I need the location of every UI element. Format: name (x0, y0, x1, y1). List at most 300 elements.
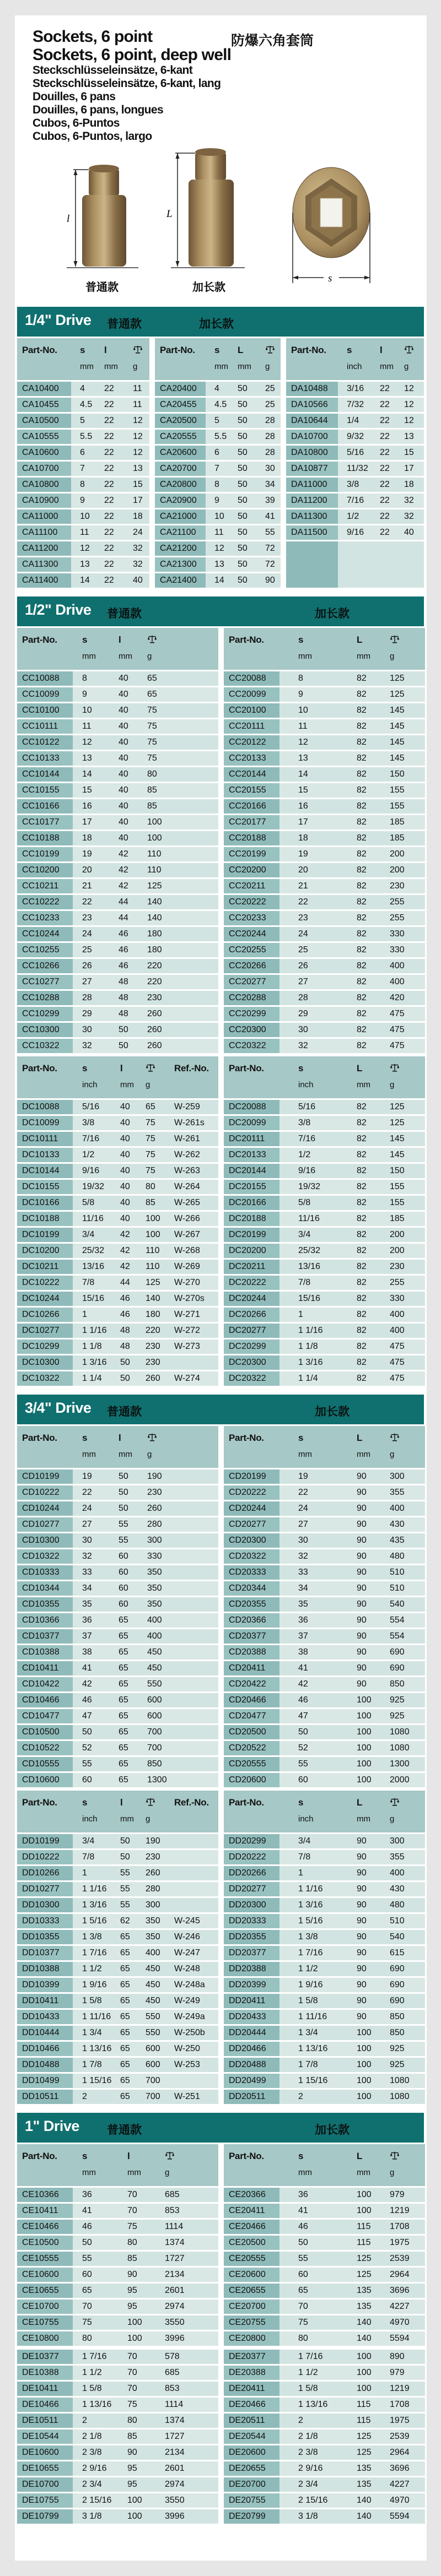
value-cell: 3/8 (73, 1116, 118, 1130)
part-no-cell: CE20700 (224, 2300, 279, 2314)
part-no-cell: CA21000 (155, 509, 206, 524)
column-label: s (82, 1433, 88, 1443)
part-no-cell: CC20288 (224, 991, 279, 1005)
part-no-cell: CE20655 (224, 2284, 279, 2298)
value-cell: 75 (143, 1132, 172, 1146)
table-row (224, 1597, 425, 1612)
part-no-cell: DC20244 (224, 1292, 279, 1306)
value-cell: 600 (146, 1693, 218, 1707)
value-cell: 82 (354, 767, 388, 782)
column-label (147, 1426, 218, 1446)
value-cell: W-268 (172, 1244, 218, 1258)
value-cell: 230 (143, 1339, 172, 1354)
value-cell: 145 (388, 735, 425, 750)
column-header (354, 1056, 388, 1098)
table-row (17, 1533, 218, 1548)
value-cell: 82 (354, 1339, 388, 1354)
table-header (224, 2144, 425, 2186)
part-no-cell: CA20455 (155, 398, 206, 412)
table-row (17, 525, 149, 540)
section-half (17, 596, 424, 1387)
table-row (224, 2300, 425, 2314)
part-no-cell: CC20200 (224, 863, 279, 877)
part-no-cell: CD20300 (224, 1533, 279, 1548)
value-cell: 82 (354, 735, 388, 750)
table-row (17, 735, 218, 750)
value-cell: W-253 (172, 2058, 218, 2072)
value-cell: 11 (124, 382, 149, 396)
part-no-cell: CD10222 (17, 1485, 73, 1500)
table-row (286, 509, 424, 524)
table-row (17, 911, 218, 925)
value-cell: 690 (388, 1645, 425, 1660)
part-no-cell: CA11300 (17, 557, 71, 572)
part-no-cell: CA21100 (155, 525, 206, 540)
column-header (279, 2144, 354, 2186)
value-cell: 72 (256, 541, 281, 556)
table-row (155, 525, 281, 540)
table-row (17, 879, 218, 893)
value-cell: 32 (395, 493, 424, 508)
value-cell: 180 (146, 927, 218, 941)
column-unit (22, 648, 73, 652)
table-row (286, 462, 424, 476)
part-no-cell: DD20466 (224, 2042, 279, 2056)
part-no-cell: DD20266 (224, 1866, 279, 1880)
value-cell: 690 (388, 1962, 425, 1976)
column-unit: mm (80, 362, 94, 371)
value-cell: 75 (146, 703, 218, 718)
value-cell: 700 (146, 1741, 218, 1755)
value-cell: 19 (279, 847, 354, 861)
table-row (17, 541, 149, 556)
value-cell: 47 (279, 1709, 354, 1723)
value-cell: 65 (118, 1962, 143, 1976)
value-cell: 2 3/4 (279, 2477, 354, 2492)
value-cell: 140 (354, 2493, 388, 2508)
table-row (17, 671, 218, 686)
column-header (224, 1056, 279, 1098)
column-header (17, 1056, 73, 1098)
table-header (17, 1791, 218, 1832)
table-row (17, 1007, 218, 1021)
value-cell: W-261 (172, 1132, 218, 1146)
value-cell: 82 (354, 1007, 388, 1021)
table-row (17, 2331, 218, 2346)
value-cell: 1/2 (279, 1148, 354, 1162)
value-cell: 36 (279, 1613, 354, 1628)
value-cell: 1 1/16 (279, 1882, 354, 1896)
part-no-cell: DC10166 (17, 1196, 73, 1210)
column-header (256, 338, 281, 380)
table-row (155, 557, 281, 572)
table-row (17, 1469, 218, 1484)
value-cell: 25 (256, 398, 281, 412)
part-no-cell: DD20277 (224, 1882, 279, 1896)
table-row (224, 1757, 425, 1771)
value-cell: 70 (123, 2350, 163, 2364)
value-cell: 75 (143, 1148, 172, 1162)
value-cell: 10 (206, 509, 229, 524)
table-row (17, 2445, 218, 2460)
part-no-cell: CC10122 (17, 735, 73, 750)
value-cell: 600 (143, 2042, 172, 2056)
value-cell: 5594 (388, 2331, 425, 2346)
table-row (17, 751, 218, 766)
table-row (286, 478, 424, 492)
table-row (17, 1339, 218, 1354)
value-cell: 11 (124, 398, 149, 412)
table-row (224, 2090, 425, 2104)
table-row (17, 1741, 218, 1755)
value-cell: 65 (118, 2026, 143, 2040)
part-no-cell: DA10700 (286, 430, 338, 444)
value-cell: 75 (73, 2315, 123, 2330)
value-cell: W-273 (172, 1339, 218, 1354)
value-cell: 685 (163, 2188, 218, 2202)
value-cell: 75 (146, 735, 218, 750)
value-cell: 46 (115, 943, 146, 957)
table-row (17, 478, 149, 492)
part-no-cell: CA10700 (17, 462, 71, 476)
value-cell: 100 (354, 2090, 388, 2104)
table-row (224, 1866, 425, 1880)
value-cell: 82 (354, 847, 388, 861)
part-no-cell: CA20900 (155, 493, 206, 508)
value-cell: 480 (388, 1549, 425, 1564)
value-cell: 11 (71, 525, 95, 540)
part-no-cell: CA11100 (17, 525, 71, 540)
value-cell: 70 (123, 2204, 163, 2218)
value-cell: 55 (115, 1533, 146, 1548)
value-cell: 42 (115, 863, 146, 877)
value-cell: 30 (279, 1533, 354, 1548)
table-row (17, 1645, 218, 1660)
value-cell: 700 (143, 2090, 172, 2104)
title-line-fr-long: Douilles, 6 pans, longues (33, 104, 164, 116)
value-cell: 90 (354, 1946, 388, 1960)
part-no-cell: CC10100 (17, 703, 73, 718)
part-no-cell: CC10177 (17, 815, 73, 829)
value-cell: 2 3/4 (73, 2477, 123, 2492)
value-cell: 100 (123, 2493, 163, 2508)
value-cell: 50 (118, 1355, 143, 1370)
column-label: Part-No. (229, 2151, 264, 2161)
column-header (206, 338, 229, 380)
value-cell: 50 (279, 2236, 354, 2250)
value-cell: 100 (123, 2509, 163, 2524)
value-cell: 12 (71, 541, 95, 556)
drive-size-label: 1/2" Drive (25, 601, 92, 618)
value-cell: 80 (123, 2236, 163, 2250)
value-cell: 230 (143, 1355, 172, 1370)
value-cell: 4.5 (71, 398, 95, 412)
value-cell: 90 (354, 1962, 388, 1976)
variant-normal-label: 普通款 (107, 2124, 142, 2136)
table-row (155, 446, 281, 460)
part-no-cell: DC10133 (17, 1148, 73, 1162)
value-cell: 55 (279, 1757, 354, 1771)
table-header (17, 1056, 218, 1098)
column-unit: g (147, 1450, 152, 1459)
column-label: l (119, 634, 121, 645)
part-no-cell: DD20433 (224, 2010, 279, 2024)
value-cell: 65 (146, 671, 218, 686)
value-cell: 50 (115, 1485, 146, 1500)
column-header (354, 2144, 388, 2186)
scale-icon (390, 2151, 400, 2163)
part-no-cell: CA10400 (17, 382, 71, 396)
value-cell: 1 3/16 (73, 1898, 118, 1912)
value-cell: 7/16 (279, 1132, 354, 1146)
value-cell: 22 (95, 493, 124, 508)
value-cell: 260 (146, 1023, 218, 1037)
table-row (224, 1946, 425, 1960)
table-row (155, 382, 281, 396)
value-cell: 355 (388, 1850, 425, 1864)
value-cell: 40 (115, 767, 146, 782)
column-unit: mm (214, 362, 228, 371)
value-cell: 450 (143, 1978, 172, 1992)
column-unit (229, 1076, 279, 1080)
variant-normal-label: 普通款 (107, 318, 142, 330)
part-no-cell: CD10411 (17, 1661, 73, 1675)
part-no-cell: CD10422 (17, 1677, 73, 1691)
value-cell: 280 (146, 1517, 218, 1532)
part-no-cell: CD20355 (224, 1597, 279, 1612)
value-cell: 65 (143, 1100, 172, 1114)
table-header (155, 338, 281, 380)
value-cell: 65 (115, 1613, 146, 1628)
part-no-cell: DA10877 (286, 462, 338, 476)
column-label: l (120, 1797, 123, 1808)
part-no-cell: CD10322 (17, 1549, 73, 1564)
value-cell: 19 (73, 847, 115, 861)
value-cell: 1 11/16 (73, 2010, 118, 2024)
part-no-cell: CA20600 (155, 446, 206, 460)
drive-size-label: 1" Drive (25, 2118, 79, 2134)
value-cell: 10 (279, 703, 354, 718)
part-no-cell: CA21300 (155, 557, 206, 572)
table-row (17, 1260, 218, 1274)
value-cell: 22 (95, 509, 124, 524)
value-cell: 90 (354, 2010, 388, 2024)
value-cell: 50 (229, 493, 256, 508)
table-row (224, 1693, 425, 1707)
value-cell: 1 13/16 (279, 2398, 354, 2412)
value-cell: 22 (371, 493, 395, 508)
value-cell: 90 (354, 1581, 388, 1596)
value-cell: W-261s (172, 1116, 218, 1130)
value-cell (172, 1834, 218, 1848)
part-no-cell: CA11400 (17, 573, 71, 588)
part-no-cell: CC10266 (17, 959, 73, 973)
table-row (17, 1228, 218, 1242)
part-no-cell: CC10244 (17, 927, 73, 941)
value-cell: 39 (256, 493, 281, 508)
table-row (17, 573, 149, 588)
value-cell: 330 (388, 1292, 425, 1306)
column-unit: mm (82, 652, 96, 661)
table-row (286, 525, 424, 540)
value-cell: 46 (115, 927, 146, 941)
part-no-cell: CC20166 (224, 799, 279, 814)
value-cell: 24 (73, 927, 115, 941)
value-cell: W-274 (172, 1371, 218, 1386)
value-cell: 7/8 (279, 1850, 354, 1864)
part-no-cell: CA20800 (155, 478, 206, 492)
value-cell: W-246 (172, 1930, 218, 1944)
table-row (224, 2315, 425, 2330)
part-no-cell: CD10300 (17, 1533, 73, 1548)
value-cell: 4970 (388, 2493, 425, 2508)
value-cell: 400 (388, 1324, 425, 1338)
value-cell: 90 (354, 1914, 388, 1928)
part-no-cell: DA10644 (286, 414, 338, 428)
value-cell: 125 (354, 2252, 388, 2266)
part-no-cell: DE10377 (17, 2350, 73, 2364)
value-cell: 230 (388, 1260, 425, 1274)
table-row (17, 2477, 218, 2492)
part-no-cell: CC20144 (224, 767, 279, 782)
value-cell: 50 (229, 541, 256, 556)
part-no-cell: CE20500 (224, 2236, 279, 2250)
value-cell: 19/32 (73, 1180, 118, 1194)
value-cell: 41 (73, 1661, 115, 1675)
part-no-cell: DE10600 (17, 2445, 73, 2460)
parts-table (224, 2144, 425, 2525)
table-row (224, 959, 425, 973)
value-cell: 90 (354, 1565, 388, 1580)
column-header (17, 1426, 73, 1468)
value-cell: 82 (354, 1100, 388, 1114)
value-cell: 85 (143, 1196, 172, 1210)
table-row (17, 2090, 218, 2104)
table-row (17, 687, 218, 702)
value-cell: 82 (354, 1355, 388, 1370)
value-cell: 23 (73, 911, 115, 925)
drive-sections (17, 307, 424, 2525)
value-cell: 1114 (163, 2220, 218, 2234)
value-cell: 30 (73, 1533, 115, 1548)
value-cell: 1 3/16 (73, 1355, 118, 1370)
value-cell: 1 11/16 (279, 2010, 354, 2024)
value-cell: 85 (146, 799, 218, 814)
value-cell: W-247 (172, 1946, 218, 1960)
section-band (17, 1395, 424, 1424)
table-row (17, 847, 218, 861)
table-row (17, 1581, 218, 1596)
part-no-cell: DD20488 (224, 2058, 279, 2072)
part-no-cell: CC20111 (224, 719, 279, 734)
part-no-cell: CD20277 (224, 1517, 279, 1532)
value-cell: 85 (146, 783, 218, 798)
value-cell: 35 (279, 1597, 354, 1612)
value-cell: 70 (279, 2300, 354, 2314)
value-cell: 17 (279, 815, 354, 829)
table-row (224, 2188, 425, 2202)
column-header (279, 1791, 354, 1832)
column-label: s (298, 1797, 304, 1808)
table-row (224, 1741, 425, 1755)
value-cell: 1080 (388, 2074, 425, 2088)
value-cell: 3 1/8 (73, 2509, 123, 2524)
column-label: s (82, 1797, 88, 1808)
value-cell: 28 (256, 430, 281, 444)
value-cell: 1 7/16 (279, 1946, 354, 1960)
table-row (17, 959, 218, 973)
part-no-cell: DA10800 (286, 446, 338, 460)
value-cell: 1 1/8 (73, 1339, 118, 1354)
value-cell: 475 (388, 1007, 425, 1021)
table-row (17, 1116, 218, 1130)
value-cell: 65 (115, 1629, 146, 1644)
part-no-cell: CA21400 (155, 573, 206, 588)
part-no-cell: DD10377 (17, 1946, 73, 1960)
column-label: s (298, 634, 304, 645)
column-header (279, 1056, 354, 1098)
variant-long-label: 加长款 (192, 281, 225, 294)
column-unit: g (390, 652, 395, 661)
value-cell: 30 (279, 1023, 354, 1037)
part-no-cell: DE20600 (224, 2445, 279, 2460)
value-cell: 1 1/2 (73, 1962, 118, 1976)
column-label: s (214, 345, 220, 355)
value-cell: 50 (279, 1725, 354, 1739)
part-no-cell: CA21200 (155, 541, 206, 556)
part-no-cell: CA10455 (17, 398, 71, 412)
value-cell: 2 3/8 (73, 2445, 123, 2460)
table-row (224, 879, 425, 893)
scale-icon (147, 1433, 157, 1445)
value-cell: 32 (124, 557, 149, 572)
column-unit: mm (298, 1450, 312, 1459)
column-header (224, 628, 279, 670)
value-cell: 32 (279, 1039, 354, 1053)
part-no-cell: CC10255 (17, 943, 73, 957)
value-cell: 90 (354, 1613, 388, 1628)
part-no-cell: CC20199 (224, 847, 279, 861)
value-cell: 330 (388, 927, 425, 941)
part-no-cell: CA10900 (17, 493, 71, 508)
value-cell: 475 (388, 1039, 425, 1053)
table-header (224, 1791, 425, 1832)
part-no-cell: DC20211 (224, 1260, 279, 1274)
value-cell: 3/4 (73, 1228, 118, 1242)
scale-icon (147, 634, 157, 647)
value-cell: 1 1/2 (279, 1962, 354, 1976)
scale-icon (390, 1433, 400, 1445)
column-header (224, 1791, 279, 1832)
table-row (17, 2382, 218, 2396)
column-label: s (298, 1063, 304, 1073)
column-unit: inch (298, 1814, 314, 1824)
value-cell: 1 7/16 (73, 1946, 118, 1960)
column-label: L (357, 1063, 363, 1073)
table-row (17, 815, 218, 829)
part-no-cell: DE20377 (224, 2350, 279, 2364)
part-no-cell: DD10266 (17, 1866, 73, 1880)
value-cell: 90 (354, 1866, 388, 1880)
value-cell: 34 (256, 478, 281, 492)
part-no-cell: CC20100 (224, 703, 279, 718)
table-row (17, 1677, 218, 1691)
part-no-cell: CC20088 (224, 671, 279, 686)
table-row (224, 1834, 425, 1848)
value-cell: 125 (354, 2445, 388, 2460)
value-cell: 2974 (163, 2477, 218, 2492)
table-row (224, 2010, 425, 2024)
